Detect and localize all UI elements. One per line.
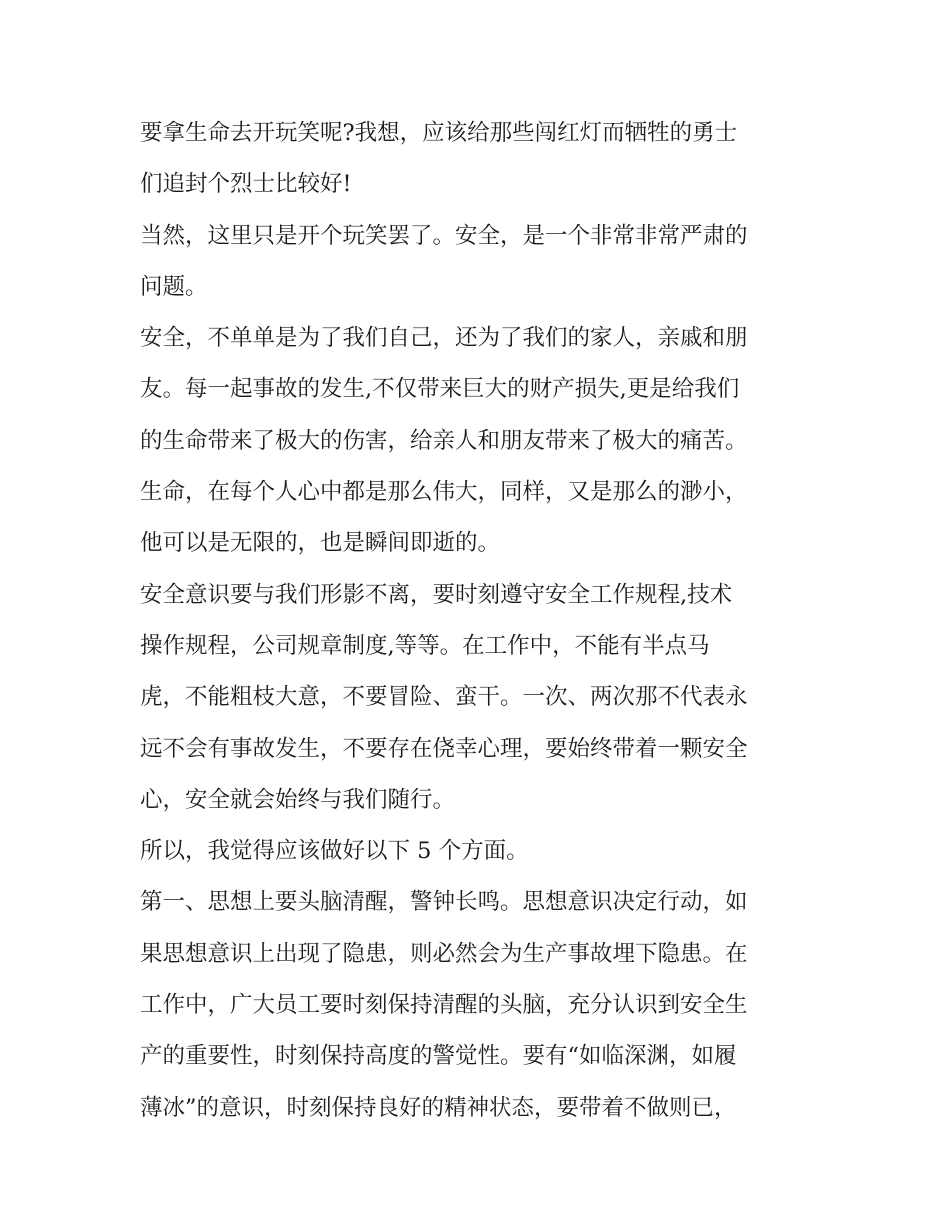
text-line: 问题。 — [140, 273, 208, 300]
text-line: 第一、思想上要头脑清醒，警钟长鸣。思想意识决定行动，如 — [140, 889, 748, 916]
text-line: 果思想意识上出现了隐患，则必然会为生产事故埋下隐患。在 — [140, 940, 748, 967]
text-line: 操作规程，公司规章制度,等等。在工作中，不能有半点马 — [140, 632, 710, 659]
text-line: 友。每一起事故的发生,不仅带来巨大的财产损失,更是给我们 — [140, 376, 740, 403]
text-line: 所以，我觉得应该做好以下 5 个方面。 — [140, 838, 529, 865]
text-line: 生命，在每个人心中都是那么伟大，同样，又是那么的渺小， — [140, 479, 748, 506]
text-line: 他可以是无限的，也是瞬间即逝的。 — [140, 530, 501, 557]
text-line: 远不会有事故发生，不要存在侥幸心理，要始终带着一颗安全 — [140, 735, 748, 762]
text-line: 要拿生命去开玩笑呢?我想，应该给那些闯红灯而牺牲的勇士 — [140, 120, 738, 146]
text-line: 工作中，广大员工要时刻保持清醒的头脑，充分认识到安全生 — [140, 992, 748, 1019]
text-line: 安全，不单单是为了我们自己，还为了我们的家人，亲戚和朋 — [140, 325, 748, 352]
text-line: 产的重要性，时刻保持高度的警觉性。要有“如临深渊，如履 — [140, 1043, 737, 1070]
text-line: 的生命带来了极大的伤害，给亲人和朋友带来了极大的痛苦。 — [140, 427, 748, 454]
text-line: 薄冰”的意识，时刻保持良好的精神状态，要带着不做则已， — [140, 1094, 737, 1121]
text-line: 心，安全就会始终与我们随行。 — [140, 786, 456, 813]
body-text — [140, 108, 830, 1134]
text-line: 当然，这里只是开个玩笑罢了。安全，是一个非常非常严肃的 — [140, 222, 748, 249]
text-line: 们追封个烈士比较好! — [140, 171, 352, 198]
text-line: 虎，不能粗枝大意，不要冒险、蛮干。一次、两次那不代表永 — [140, 684, 748, 711]
text-line: 安全意识要与我们形影不离，要时刻遵守安全工作规程,技术 — [140, 581, 733, 608]
